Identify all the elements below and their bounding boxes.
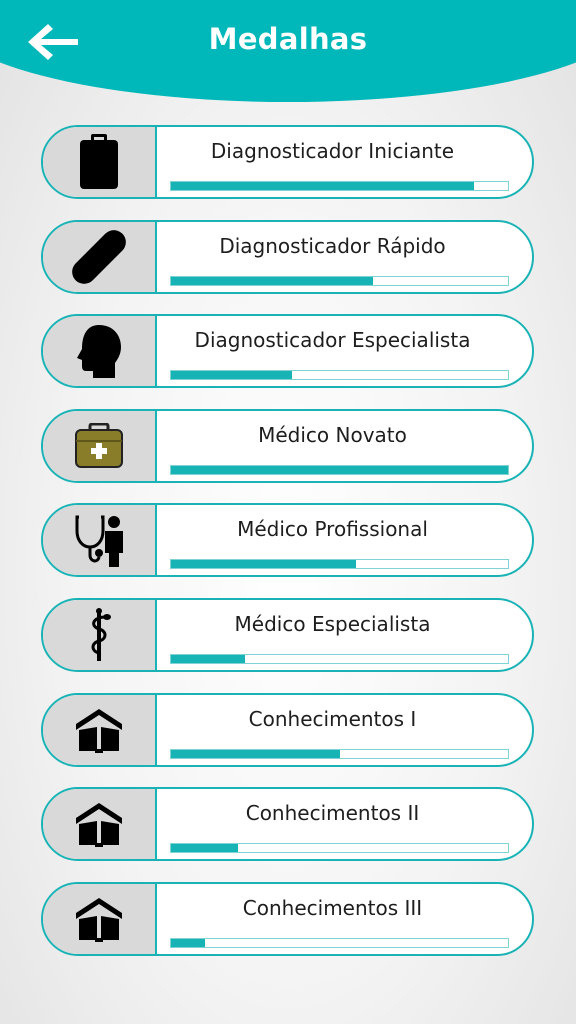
progress-fill [171, 466, 508, 474]
medal-name: Médico Novato [258, 422, 407, 447]
progress-fill [171, 655, 245, 663]
medal-item[interactable] [41, 314, 534, 388]
medical-kit-icon [75, 423, 123, 469]
progress-fill [171, 560, 356, 568]
book-house-icon [75, 706, 123, 754]
page-title: Medalhas [208, 22, 368, 56]
medal-item[interactable] [41, 598, 534, 672]
progress-bar [170, 276, 509, 286]
medal-name: Diagnosticador Especialista [194, 328, 471, 353]
caduceus-icon [83, 607, 115, 663]
medal-name: Conhecimentos I [248, 706, 417, 731]
medal-name: Diagnosticador Rápido [219, 233, 446, 258]
progress-bar [170, 181, 509, 191]
book-house-icon [75, 800, 123, 848]
pill-icon [72, 230, 126, 284]
medal-name: Conhecimentos II [245, 801, 420, 826]
medal-name: Diagnosticador Iniciante [210, 139, 455, 163]
progress-bar [170, 465, 509, 475]
progress-fill [171, 844, 238, 852]
progress-bar [170, 749, 509, 759]
stethoscope-doctor-icon [74, 513, 124, 567]
progress-bar [170, 843, 509, 853]
medal-name: Médico Profissional [237, 517, 428, 542]
progress-bar [170, 654, 509, 664]
medal-item[interactable] [41, 409, 534, 483]
progress-fill [171, 371, 292, 379]
head-icon [75, 323, 123, 379]
clipboard-icon [78, 134, 120, 190]
medal-item[interactable] [41, 693, 534, 767]
progress-fill [171, 750, 340, 758]
medal-list [41, 125, 534, 976]
medal-name: Conhecimentos III [242, 895, 423, 920]
progress-fill [171, 277, 373, 285]
book-house-icon [75, 895, 123, 943]
progress-fill [171, 182, 474, 190]
medal-item[interactable] [41, 503, 534, 577]
progress-bar [170, 938, 509, 948]
progress-fill [171, 939, 205, 947]
progress-bar [170, 559, 509, 569]
medal-item[interactable] [41, 882, 534, 956]
medal-item[interactable] [41, 787, 534, 861]
medal-item[interactable] [41, 220, 534, 294]
progress-bar [170, 370, 509, 380]
medal-name: Médico Especialista [234, 611, 431, 636]
medal-item[interactable] [41, 125, 534, 199]
